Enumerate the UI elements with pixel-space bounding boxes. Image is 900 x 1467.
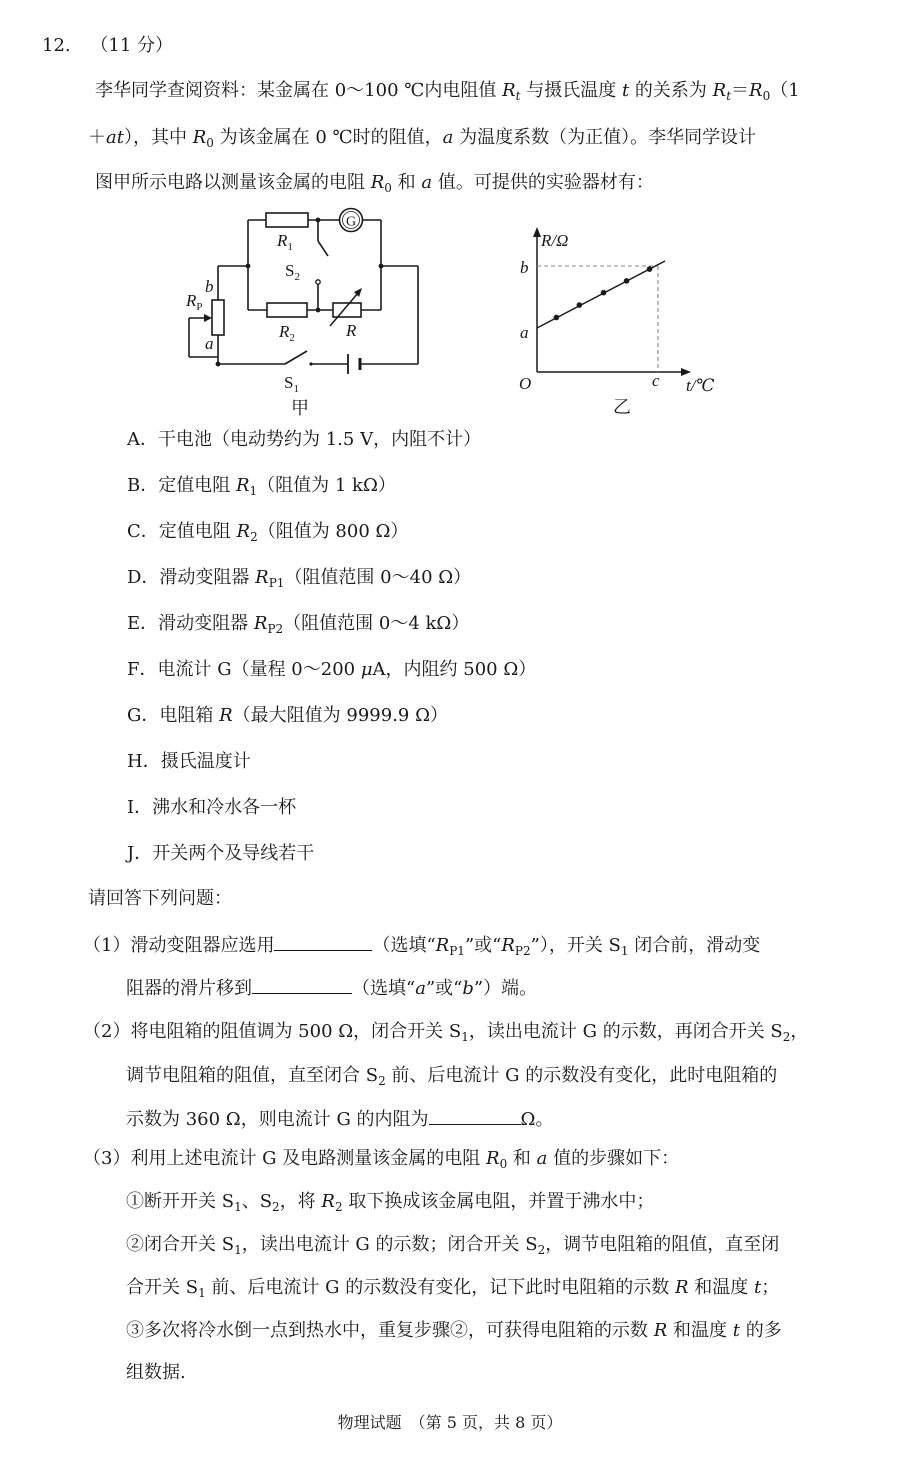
data-point — [554, 315, 560, 321]
math-symbol: 1 — [198, 1286, 206, 1300]
math-symbol: R — [235, 475, 250, 496]
math-symbol: 0 — [206, 136, 214, 150]
slide-rheostat-rp — [212, 300, 224, 335]
math-symbol: R — [255, 567, 269, 588]
y-axis-label: R/Ω — [541, 231, 569, 250]
math-symbol: 0 — [384, 181, 392, 195]
sub-question-line: 调节电阻箱的阻值，直至闭合 $S_2$ 前、后电流计 G 的示数没有变化，此时电阻箱的 — [126, 1065, 778, 1088]
origin-label: O — [519, 374, 532, 393]
option-item: C．定值电阻 $R_2$（阻值为 800 Ω） — [127, 521, 409, 544]
math-symbol: P1 — [449, 944, 465, 958]
data-point — [601, 290, 607, 296]
option-item: I．沸水和冷水各一杯 — [127, 797, 297, 818]
sub-question-line: （2）将电阻箱的阻值调为 500 Ω，闭合开关 $S_1$，读出电流计 G 的示数，再闭合开关 $S_2$， — [83, 1021, 809, 1044]
math-symbol: 1 — [234, 1200, 242, 1214]
option-item: F．电流计 G（量程 0～200 μA，内阻约 500 Ω） — [127, 659, 537, 680]
r-t-graph — [510, 224, 725, 424]
math-symbol: 2 — [537, 1243, 546, 1257]
math-symbol: R — [321, 1191, 335, 1212]
math-symbol: t — [732, 1320, 740, 1341]
sub-question-line: ③多次将冷水倒一点到热水中，重复步骤②，可获得电阻箱的示数 R 和温度 t 的多 — [126, 1320, 782, 1341]
terminal-b: b — [205, 277, 214, 296]
answer-prompt: 请回答下列问题： — [88, 888, 232, 909]
option-item: G．电阻箱 R（最大阻值为 9999.9 Ω） — [127, 705, 449, 726]
math-symbol: t — [753, 1277, 762, 1298]
svg-text:S2: $S_2$ — [285, 261, 300, 283]
data-point — [624, 278, 630, 284]
math-symbol: 1 — [461, 1030, 469, 1044]
math-symbol: 2 — [250, 530, 258, 544]
y-mark-b: b — [520, 258, 529, 277]
math-symbol: R — [253, 613, 268, 634]
math-symbol: R — [435, 935, 450, 956]
sub-question-line: （3）利用上述电流计 G 及电路测量该金属的电阻 $R_0$ 和 a 值的步骤如下： — [83, 1148, 680, 1171]
math-symbol: R — [370, 172, 385, 193]
option-item: H．摄氏温度计 — [127, 751, 251, 772]
circuit-diagram — [170, 198, 440, 423]
resistor-r2 — [267, 303, 307, 317]
question-points: （11 分） — [90, 35, 174, 56]
galvanometer-label: G — [345, 214, 357, 230]
svg-text:R1: $R_1$ — [277, 231, 293, 253]
math-symbol: 2 — [378, 1074, 386, 1088]
math-symbol: R — [653, 1320, 668, 1341]
option-item: D．滑动变阻器 $R_{P1}$（阻值范围 0～40 Ω） — [127, 567, 472, 590]
sub-question-line: ②闭合开关 $S_1$，读出电流计 G 的示数；闭合开关 $S_2$，调节电阻箱的阻值，直至闭 — [126, 1234, 780, 1257]
option-item: J．开关两个及导线若干 — [127, 843, 315, 864]
math-symbol: 0 — [762, 89, 771, 103]
math-symbol: R — [674, 1277, 689, 1298]
math-symbol: t — [726, 89, 732, 103]
math-symbol: R — [192, 127, 207, 148]
math-symbol: a — [442, 127, 454, 148]
data-point — [647, 266, 653, 272]
resistor-r1 — [266, 213, 308, 227]
answer-blank[interactable] — [274, 932, 372, 951]
sub-question-line: 组数据. — [126, 1362, 186, 1383]
sub-question-line: 阻器的滑片移到 （选填“a”或“b”）端。 — [126, 975, 537, 1002]
math-symbol: 2 — [782, 1030, 791, 1044]
math-symbol: a — [536, 1148, 548, 1169]
svg-text:RP: $R_P$ — [186, 291, 203, 313]
answer-blank[interactable] — [252, 975, 352, 994]
option-item: B．定值电阻 $R_1$（阻值为 1 kΩ） — [127, 475, 396, 498]
math-symbol: P2 — [514, 944, 531, 958]
math-symbol: a — [415, 978, 426, 999]
math-symbol: 2 — [272, 1200, 280, 1214]
math-symbol: 1 — [620, 944, 629, 958]
option-item: E．滑动变阻器 $R_{P2}$（阻值范围 0～4 kΩ） — [127, 613, 470, 636]
math-symbol: R — [219, 705, 233, 726]
data-point — [577, 302, 583, 308]
math-symbol: at — [106, 127, 124, 148]
sub-question-line: 示数为 360 Ω，则电流计 G 的内阻为 Ω。 — [126, 1106, 553, 1133]
math-symbol: P1 — [268, 576, 285, 590]
math-symbol: R — [502, 80, 516, 101]
intro-line: 李华同学查阅资料：某金属在 0～100 ℃内电阻值 $R_t$ 与摄氏温度 t 的关系为 $R_t=R_0(1$ — [95, 80, 800, 103]
answer-blank[interactable] — [429, 1106, 521, 1125]
terminal-a: a — [205, 334, 214, 353]
circuit-caption: 甲 — [291, 398, 309, 418]
option-item: A．干电池（电动势约为 1.5 V，内阻不计） — [127, 429, 482, 450]
y-mark-a: a — [520, 323, 529, 342]
math-symbol: 1 — [249, 484, 258, 498]
x-mark-c: c — [652, 371, 660, 390]
math-symbol: R — [749, 80, 763, 101]
math-symbol: P2 — [267, 622, 284, 636]
svg-text:R: R — [346, 321, 357, 340]
x-axis-label: t/℃ — [686, 376, 715, 395]
math-symbol: 0 — [499, 1157, 508, 1171]
svg-text:S1: $S_1$ — [284, 373, 299, 395]
intro-line: 图甲所示电路以测量该金属的电阻 $R_0$ 和 a 值。可提供的实验器材有： — [95, 172, 654, 195]
math-symbol: R — [236, 521, 251, 542]
math-symbol: 2 — [334, 1200, 343, 1214]
math-symbol: b — [462, 978, 474, 999]
question-number-text: 12. — [42, 35, 71, 56]
sub-question-line: 合开关 $S_1$ 前、后电流计 G 的示数没有变化，记下此时电阻箱的示数 R 和温度 t； — [126, 1277, 780, 1300]
math-symbol: t — [515, 89, 521, 103]
svg-text:R2: $R_2$ — [279, 322, 295, 344]
math-symbol: a — [421, 172, 433, 193]
math-symbol: μ — [360, 659, 373, 680]
math-symbol: 1 — [234, 1243, 242, 1257]
intro-line: ＋at），其中 $R_0$ 为该金属在 0 ℃时的阻值，a 为温度系数（为正值）。李华同学设计 — [88, 127, 757, 150]
math-symbol: t — [621, 80, 630, 101]
math-symbol: R — [501, 935, 515, 956]
math-symbol: R — [486, 1148, 500, 1169]
math-symbol: R — [712, 80, 727, 101]
question-number — [42, 33, 173, 59]
sub-question-line: （1）滑动变阻器应选用 （选填“$R_{P1}$”或“$R_{P2}$”），开关 $S_1$ 闭合前，滑动变 — [83, 932, 760, 964]
graph-caption: 乙 — [613, 397, 631, 417]
page-footer: 物理试题 （第 5 页，共 8 页） — [337, 1413, 563, 1432]
sub-question-line: ①断开开关 $S_1$、$S_2$，将 $R_2$ 取下换成该金属电阻，并置于沸水中； — [126, 1191, 655, 1214]
